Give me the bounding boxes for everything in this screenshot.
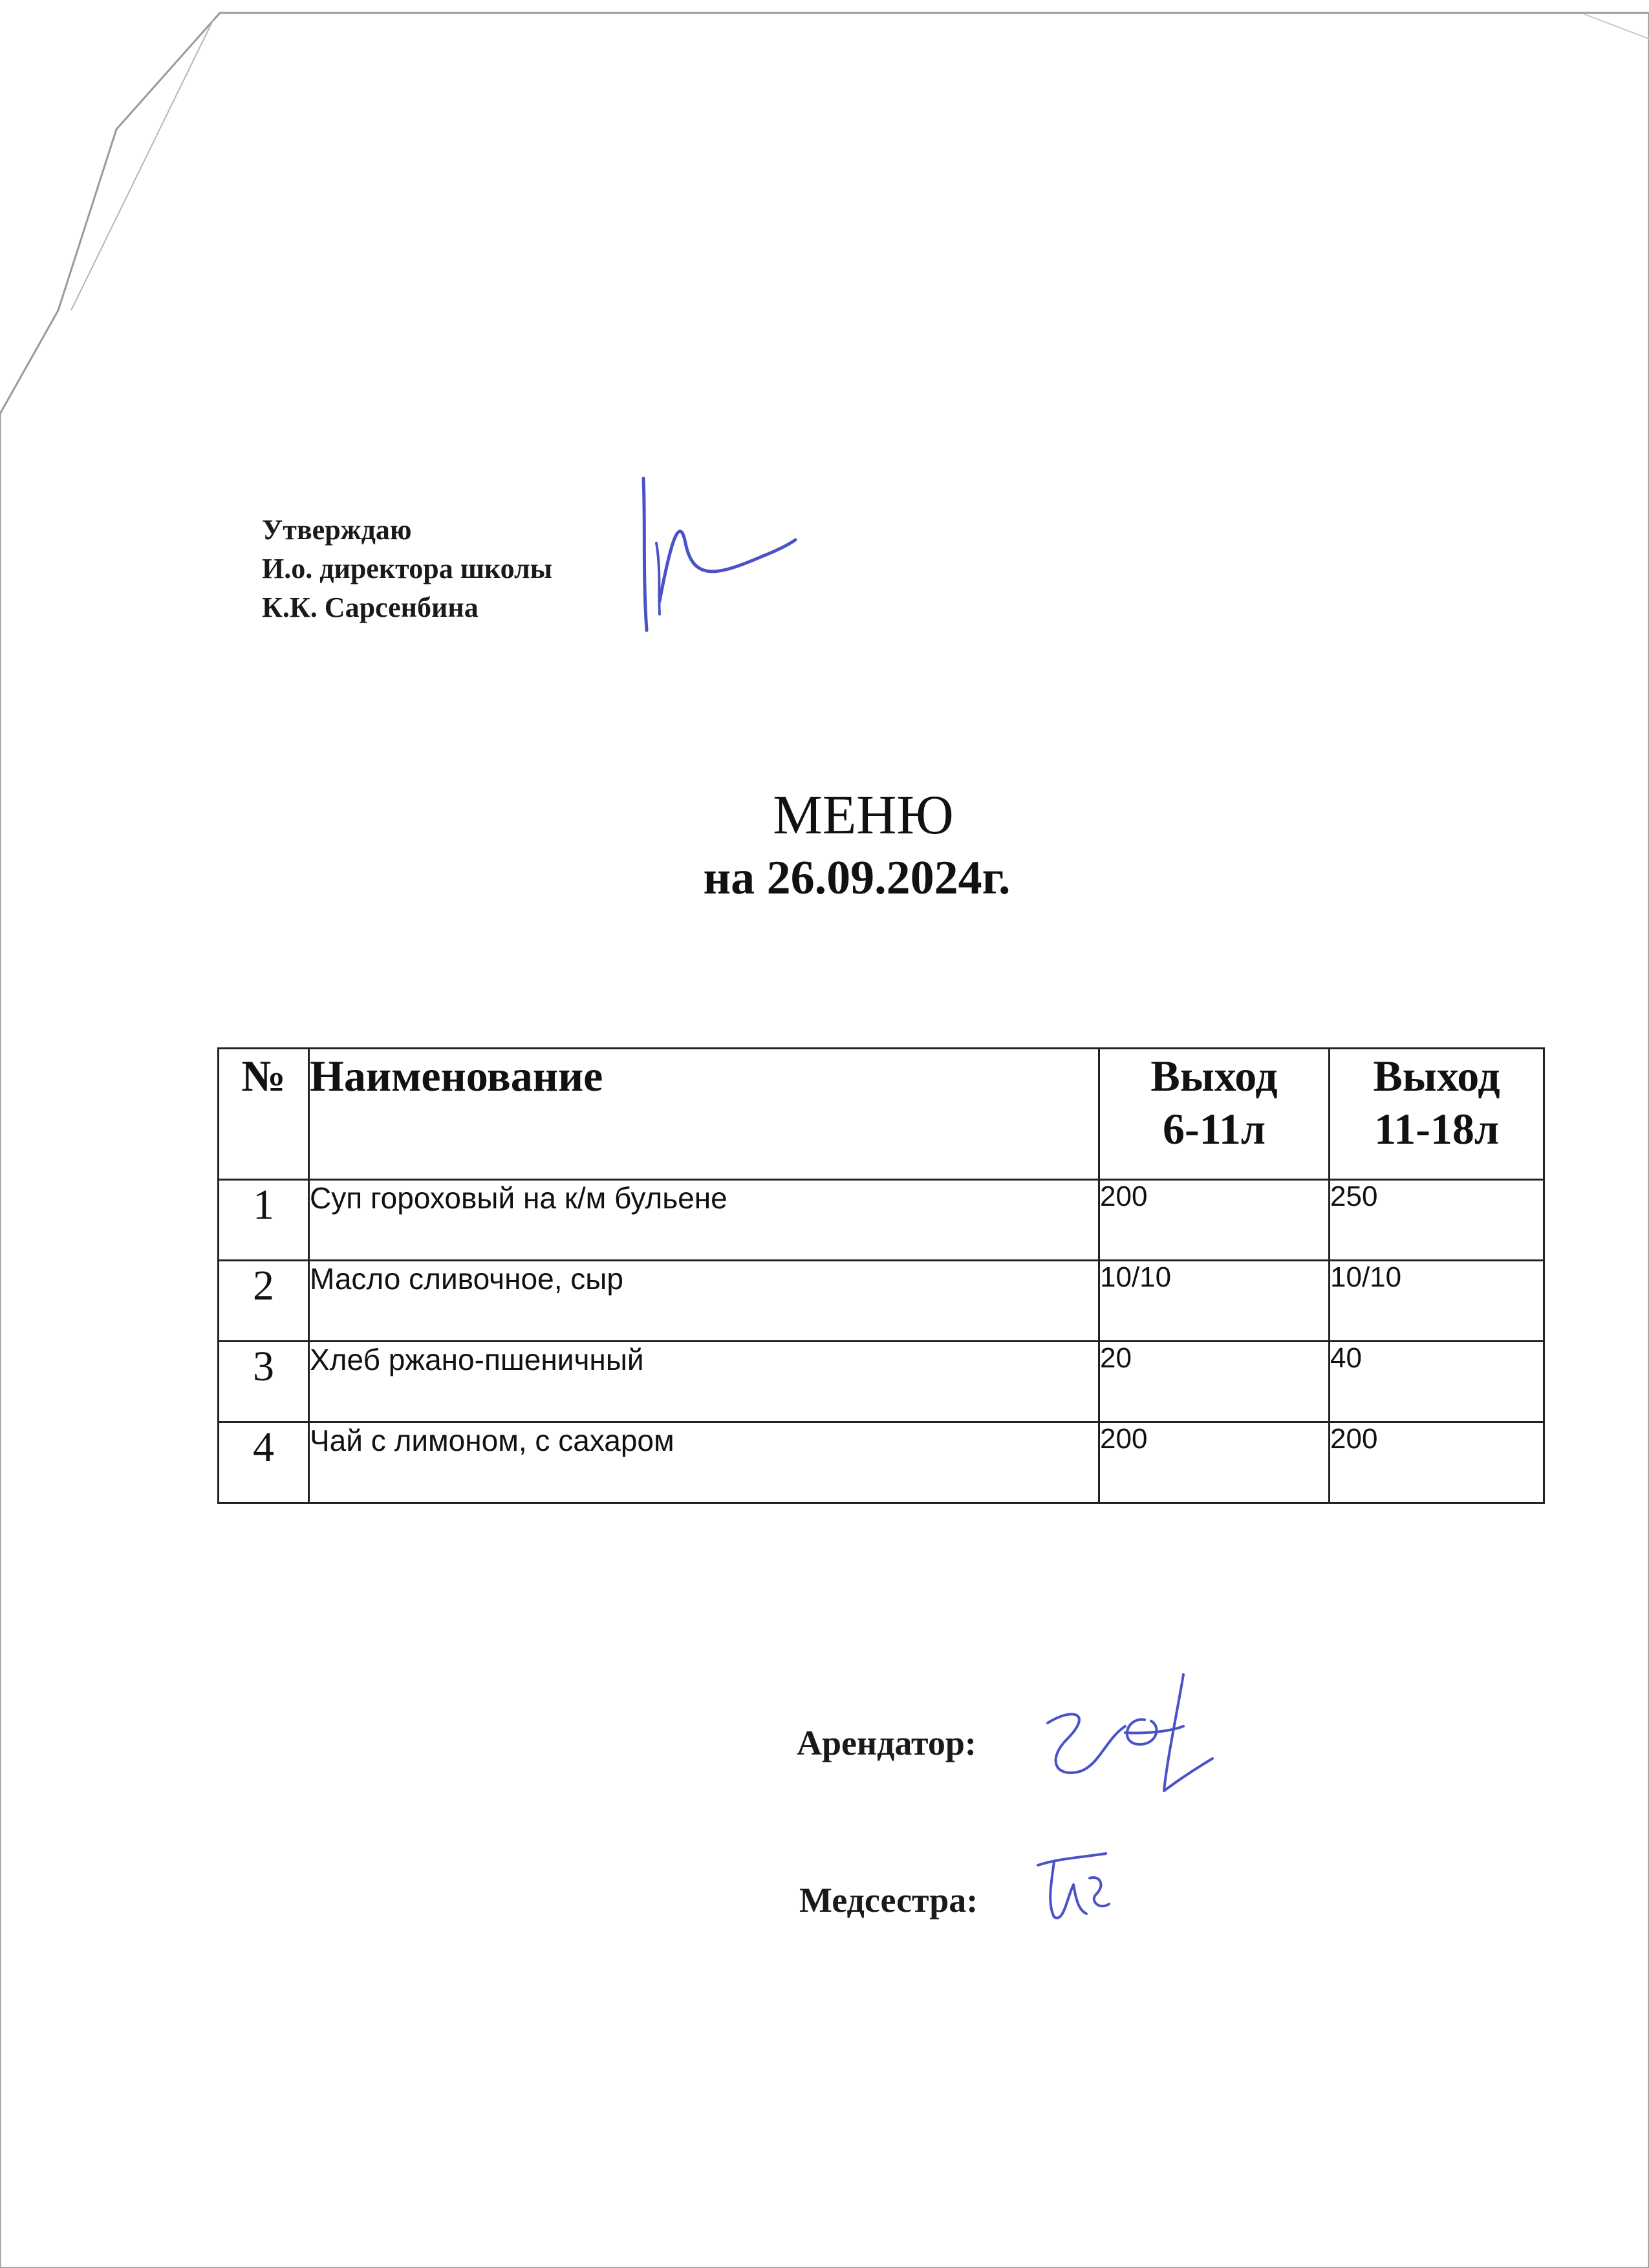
title-block	[0, 782, 1649, 909]
approval-block	[262, 511, 552, 627]
approval-line-name: К.К. Сарсенбина	[262, 592, 479, 623]
row-dish-name: Масло сливочное, сыр	[309, 1261, 1099, 1342]
row-output-11-18: 10/10	[1330, 1261, 1544, 1342]
approval-line-position: И.о. директора школы	[262, 553, 553, 584]
row-num: 3	[219, 1342, 309, 1422]
approval-line-approve: Утверждаю	[262, 514, 412, 546]
row-output-6-11: 20	[1099, 1342, 1330, 1422]
director-signature	[621, 472, 802, 634]
header-output-6-11-line2: 6-11л	[1162, 1104, 1266, 1153]
row-output-6-11: 10/10	[1099, 1261, 1330, 1342]
tenant-signature	[1028, 1662, 1222, 1804]
row-output-6-11: 200	[1099, 1422, 1330, 1503]
menu-table	[217, 1047, 1545, 1504]
header-output-11-18-line1: Выход	[1373, 1051, 1500, 1100]
header-output-6-11-line1: Выход	[1150, 1051, 1278, 1100]
header-num: №	[219, 1049, 309, 1180]
table-row	[219, 1342, 1544, 1422]
table-row	[219, 1422, 1544, 1503]
page-subtitle-date: на 26.09.2024г.	[703, 851, 1011, 904]
row-output-6-11: 200	[1099, 1180, 1330, 1261]
row-num: 2	[219, 1261, 309, 1342]
header-output-6-11	[1099, 1049, 1330, 1180]
header-output-11-18-line2: 11-18л	[1374, 1104, 1500, 1153]
table-row	[219, 1180, 1544, 1261]
row-dish-name: Чай с лимоном, с сахаром	[309, 1422, 1099, 1503]
row-output-11-18: 40	[1330, 1342, 1544, 1422]
table-header-row	[219, 1049, 1544, 1180]
tenant-sign-label: Арендатор:	[797, 1724, 976, 1762]
row-num: 4	[219, 1422, 309, 1503]
page-title: МЕНЮ	[773, 784, 954, 846]
row-dish-name: Суп гороховый на к/м бульене	[309, 1180, 1099, 1261]
nurse-sign-label: Медсестра:	[799, 1881, 978, 1920]
table-row	[219, 1261, 1544, 1342]
row-output-11-18: 250	[1330, 1180, 1544, 1261]
row-num: 1	[219, 1180, 309, 1261]
nurse-signature	[1028, 1839, 1119, 1930]
header-output-11-18	[1330, 1049, 1544, 1180]
header-name: Наименование	[309, 1049, 1099, 1180]
row-output-11-18: 200	[1330, 1422, 1544, 1503]
row-dish-name: Хлеб ржано-пшеничный	[309, 1342, 1099, 1422]
